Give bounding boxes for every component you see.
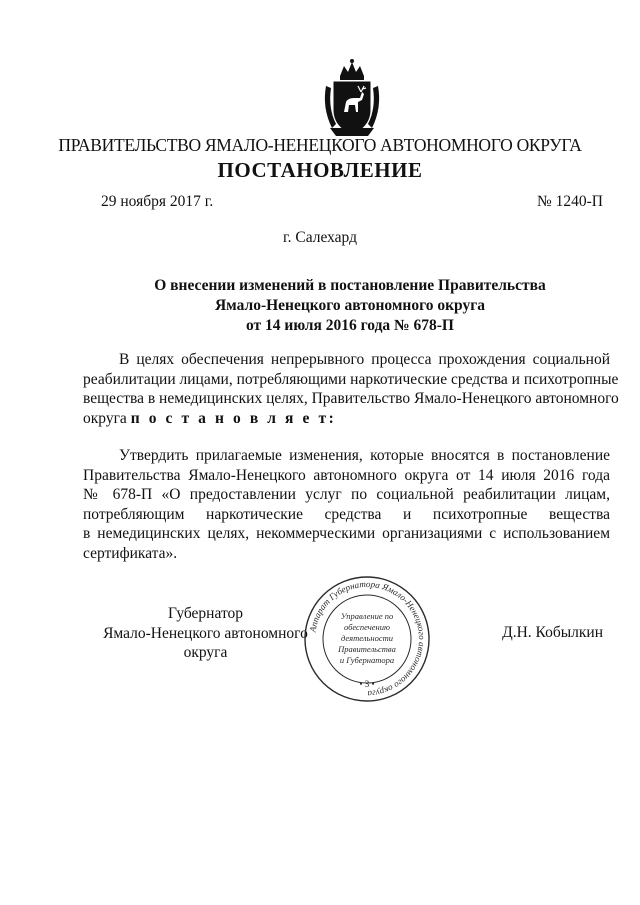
signer-position: Губернатор [167, 605, 244, 622]
yamal-coat-of-arms-icon [318, 58, 386, 138]
paragraph-line: Утвердить прилагаемые изменения, которые вносятся в постановление [119, 447, 610, 464]
document-place: г. Салехард [283, 229, 357, 246]
svg-text:Правительства: Правительства [338, 644, 396, 654]
document-number: № 1240-П [536, 193, 603, 210]
svg-text:деятельности: деятельности [340, 633, 394, 643]
paragraph-line: В целях обеспечения непрерывного процесса прохождения социальной [119, 351, 610, 368]
document-type: ПОСТАНОВЛЕНИЕ [217, 158, 423, 182]
svg-text:обеспечению: обеспечению [343, 622, 391, 632]
paragraph-line: вещества в немедицинских целях, Правительство Ямало-Ненецкого автономного [83, 390, 619, 407]
signer-title [83, 604, 328, 663]
svg-text:и Губернатора: и Губернатора [339, 655, 395, 665]
paragraph-line: реабилитации лицами, потребляющими наркотические средства и психотропные [83, 370, 619, 388]
document-date: 29 ноября 2017 г. [101, 193, 214, 210]
paragraph-line: № 678-П «О предоставлении услуг по социальной реабилитации лицам, [83, 486, 610, 503]
signer-region: Ямало-Ненецкого автономного округа [103, 624, 308, 661]
paragraph-text: округа [83, 409, 131, 427]
paragraph-line: сертификата». [83, 544, 178, 562]
official-stamp-icon [303, 575, 431, 703]
paragraph-line: потребляющим наркотические средства и психотропные вещества [83, 505, 610, 523]
signer-name: Д.Н. Кобылкин [502, 624, 603, 641]
subject-line: от 14 июля 2016 года № 678-П [246, 317, 454, 334]
decree-word: п о с т а н о в л я е т: [130, 409, 337, 427]
preamble-paragraph [83, 350, 619, 428]
paragraph-line: Правительства Ямало-Ненецкого автономного округа от 14 июля 2016 года [83, 466, 610, 484]
subject-line: О внесении изменений в постановление Правительства [154, 277, 546, 294]
document-subject [100, 276, 600, 336]
organization-title: ПРАВИТЕЛЬСТВО ЯМАЛО-НЕНЕЦКОГО АВТОНОМНОГО ОКРУГА [58, 135, 582, 155]
svg-text:Управление по: Управление по [340, 611, 394, 621]
operative-paragraph [83, 446, 610, 563]
svg-text:Аппарат Губернатора Ямало-Нене: Аппарат Губернатора Ямало-Ненецкого автономного округа [307, 578, 428, 700]
paragraph-line: в немедицинских целях, некоммерческими организациями с использованием [83, 525, 610, 542]
paragraph-line [83, 409, 610, 429]
subject-line: Ямало-Ненецкого автономного округа [214, 297, 485, 314]
svg-text:• 3 •: • 3 • [359, 679, 375, 689]
